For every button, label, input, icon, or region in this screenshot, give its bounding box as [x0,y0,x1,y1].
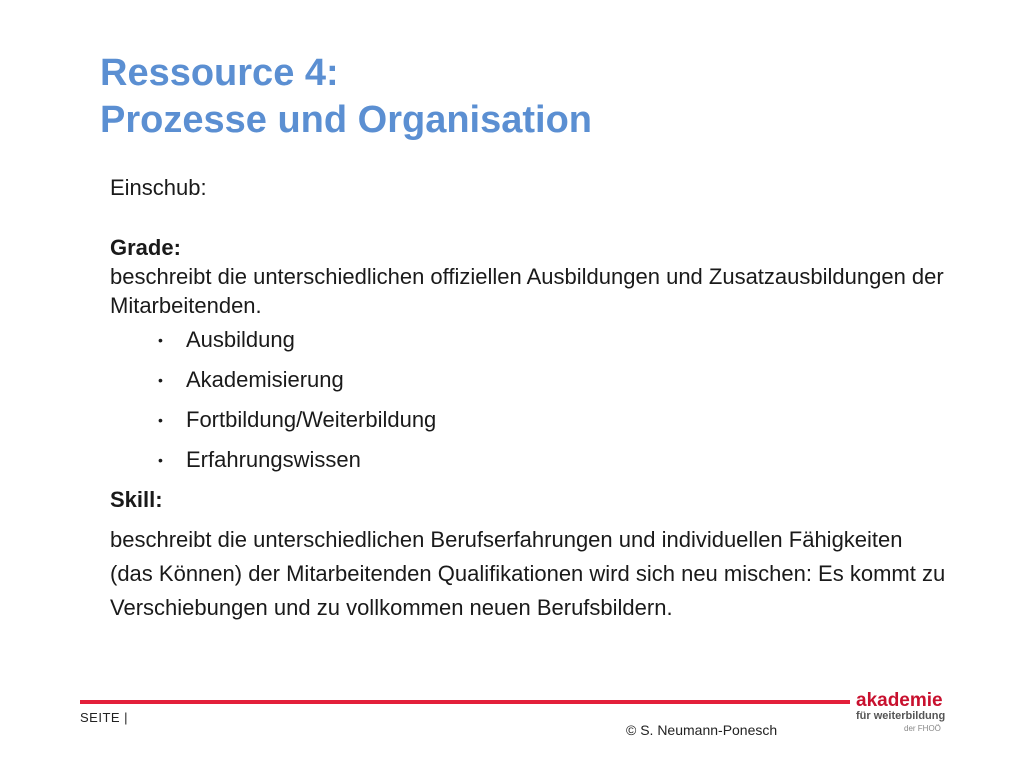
slide-content [110,172,950,625]
copyright-text: © S. Neumann-Ponesch [626,722,778,738]
intro-text: Einschub: [110,175,207,200]
bullet-text: Erfahrungswissen [186,447,361,472]
slide-title-line-1: Ressource 4: [100,52,339,94]
page-label: SEITE | [80,710,129,725]
logo-word-akademie: akademie [856,690,943,711]
logo-word-weiterbildung: für weiterbildung [856,710,946,722]
grade-heading: Grade: [110,235,181,260]
bullet-item [158,440,950,480]
slide-title [100,50,592,144]
bullet-text: Fortbildung/Weiterbildung [186,407,437,432]
bullet-item [158,360,950,400]
bullet-dot-icon: • [158,412,163,428]
akademie-logo [856,688,948,736]
bullet-item [158,320,950,360]
grade-description: beschreibt die unterschiedlichen offiziellen Ausbildungen und Zusatzausbildungen der Mitarbeitenden. [110,264,944,318]
logo-word-fhooe: der FHOÖ [904,724,941,733]
skill-description: beschreibt die unterschiedlichen Berufserfahrungen und individuellen Fähigkeiten (das Können) der Mitarbeitenden Qualifikationen wird sich neu mischen: Es kommt zu Verschiebungen und zu vollkommen neuen Berufsbildern. [110,527,946,620]
bullet-dot-icon: • [158,452,163,468]
grade-bullet-list [110,320,950,480]
slide-title-line-2: Prozesse und Organisation [100,99,592,141]
bullet-dot-icon: • [158,372,163,388]
skill-heading: Skill: [110,487,163,512]
footer-divider [80,700,850,704]
bullet-text: Akademisierung [186,367,344,392]
bullet-item [158,400,950,440]
bullet-text: Ausbildung [186,327,295,352]
bullet-dot-icon: • [158,332,163,348]
